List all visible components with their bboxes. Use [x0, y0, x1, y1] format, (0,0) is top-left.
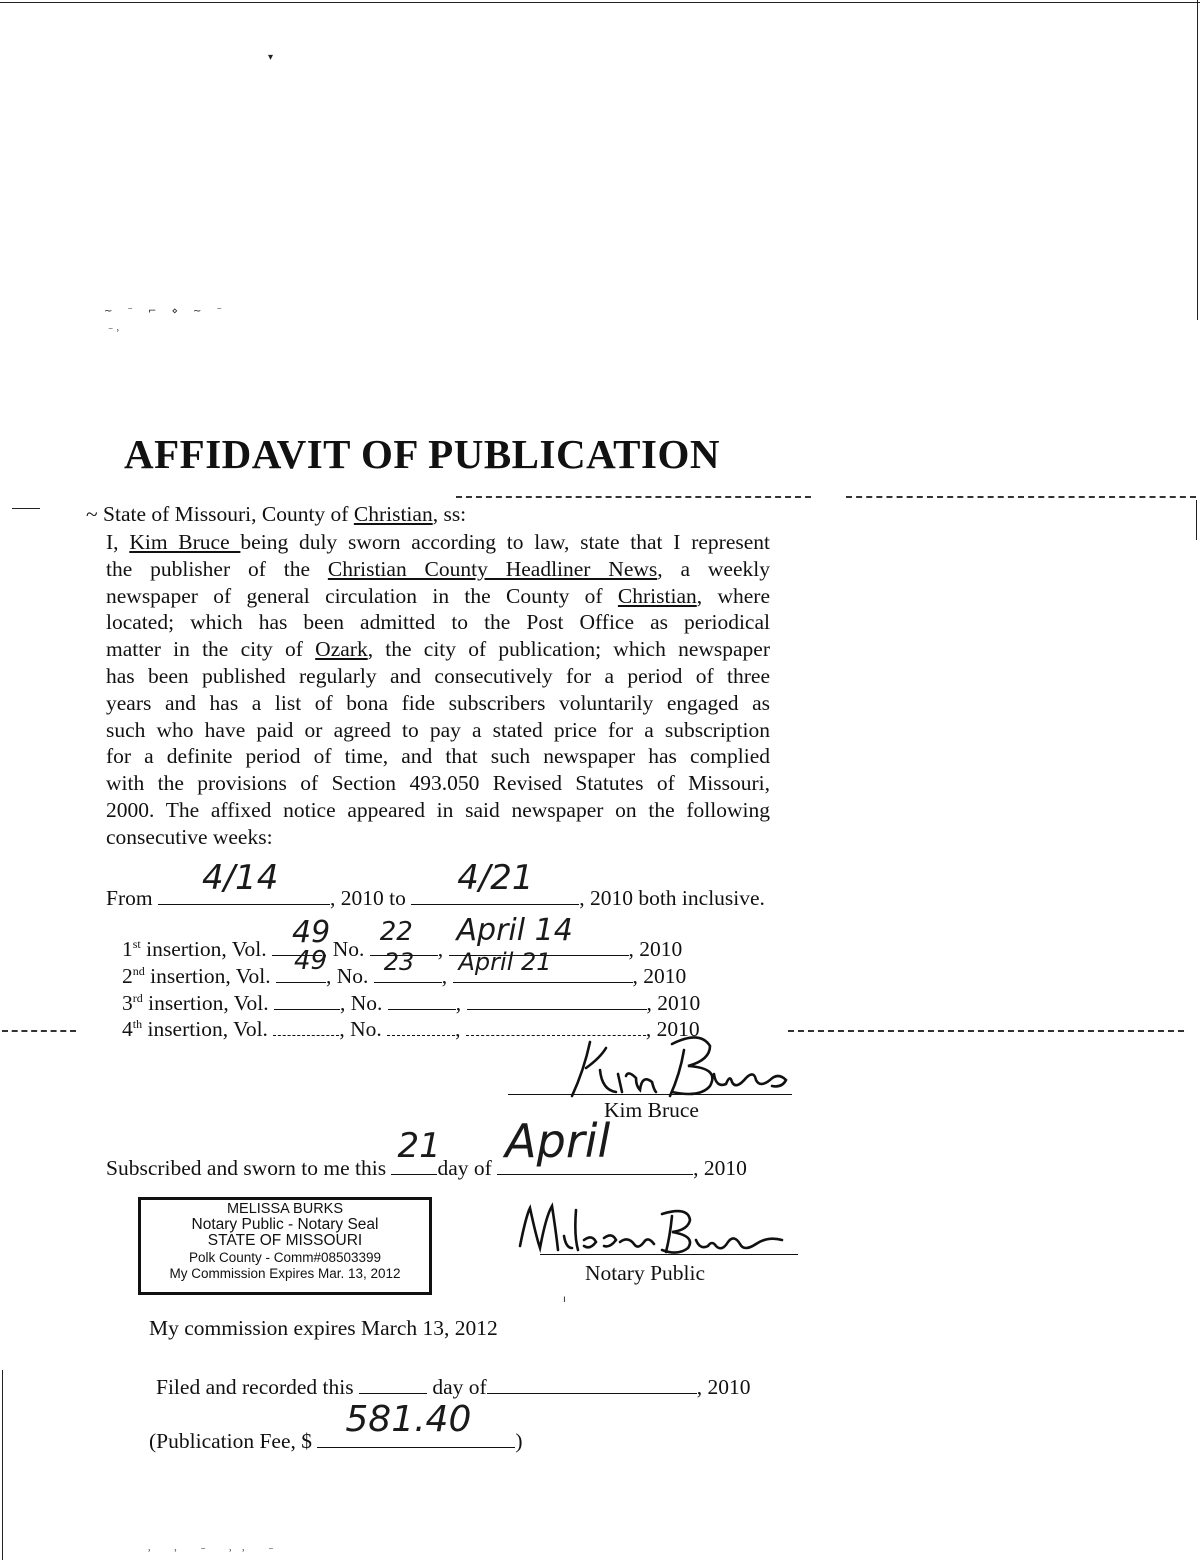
scan-dash-line — [1196, 500, 1197, 540]
city-name: Ozark — [315, 637, 368, 662]
stamp-line: Polk County - Comm#08503399 — [188, 1250, 382, 1265]
insertion-no-handwritten: 22 — [379, 917, 413, 947]
to-date-handwritten: 4/21 — [457, 858, 534, 898]
venue-suffix: , ss: — [432, 502, 467, 526]
from-label: From — [106, 886, 153, 910]
body-line: for a definite period of time, and that such newspaper has complied — [106, 744, 770, 769]
insertion-vol-field — [276, 946, 328, 983]
scan-dash-line — [456, 496, 811, 498]
notary-signature-image — [512, 1196, 792, 1260]
sworn-day-field — [391, 1126, 441, 1175]
fee-amount-handwritten: 581.40 — [345, 1399, 472, 1440]
body-line: 2000. The affixed notice appeared in said newspaper on the following — [106, 797, 770, 822]
insertion-date-field — [467, 991, 647, 1010]
scan-top-edge-line — [0, 2, 1200, 3]
fee-suffix: ) — [515, 1429, 523, 1453]
insertion-no-field — [388, 991, 456, 1010]
stamp-line: MELISSA BURKS — [226, 1201, 344, 1217]
sworn-day-handwritten: 21 — [397, 1126, 441, 1166]
affiant-name: Kim Bruce — [129, 530, 241, 554]
body-line: has been published regularly and consecutively for a period of three — [106, 663, 770, 688]
commission-expiry-line: My commission expires March 13, 2012 — [149, 1316, 498, 1340]
filed-recorded-line — [156, 1373, 750, 1400]
insertion-date-handwritten: April 14 — [456, 913, 573, 948]
insertion-row: 2nd insertion, Vol. 49 , No. 23 , April 21 , 2010 — [122, 946, 687, 988]
insertion-row: 1st insertion, Vol. 49 , No. 22 , April 14 , 2010 — [122, 913, 683, 961]
sworn-prefix: Subscribed and sworn to me this — [106, 1156, 387, 1180]
sworn-month-field — [497, 1114, 693, 1175]
from-date-handwritten: 4/14 — [201, 858, 279, 898]
scan-dash-line — [2, 1030, 76, 1032]
sworn-year: , 2010 — [693, 1156, 747, 1180]
scan-speck: ▾ — [268, 52, 274, 63]
insertion-no-handwritten: 23 — [383, 948, 415, 976]
filed-year: , 2010 — [696, 1375, 751, 1399]
insertion-date-field — [453, 948, 633, 983]
scan-right-edge-line — [1197, 0, 1198, 320]
from-line — [106, 858, 765, 911]
scan-dash-line — [846, 496, 1196, 498]
sworn-line — [106, 1114, 747, 1181]
scan-speck: ı — [563, 1294, 566, 1305]
insertion-vol-field — [274, 991, 340, 1010]
from-mid-label: , 2010 to — [329, 886, 406, 910]
scan-speck-row: ~ ⁻ ⌐ ⋄ ~ ⁻ — [104, 306, 228, 317]
insertion-row: 3rd insertion, Vol. , No. , , 2010 — [122, 990, 701, 1015]
affiant-signature-image — [560, 1030, 800, 1102]
insertion-vol-handwritten: 49 — [293, 946, 328, 976]
insertion-vol-field — [273, 1017, 339, 1036]
scan-speck-row: ˒ ˒ ⁻ ˒˒ ⁻ — [148, 1546, 284, 1557]
body-line: years and has a list of bona fide subscribers voluntarily engaged as — [106, 690, 770, 715]
notary-public-label: Notary Public — [585, 1261, 706, 1285]
document-title: AFFIDAVIT OF PUBLICATION — [124, 431, 720, 477]
insertion-vol-handwritten: 49 — [291, 915, 331, 950]
affidavit-body — [106, 529, 770, 851]
to-date-field — [411, 858, 579, 905]
notary-signature-line — [540, 1254, 798, 1255]
body-line: matter in the city of Ozark, the city of publication; which newspaper — [106, 637, 770, 662]
newspaper-name: Christian County Headliner News — [327, 556, 658, 581]
filed-prefix: Filed and recorded this — [156, 1375, 354, 1399]
sworn-day-of: day of — [437, 1156, 492, 1180]
venue-line — [86, 502, 466, 527]
venue-dash: ~ — [86, 502, 104, 526]
body-line: consecutive weeks: — [106, 824, 273, 849]
from-end-label: , 2010 both inclusive. — [579, 886, 765, 910]
stamp-line: STATE OF MISSOURI — [207, 1232, 363, 1249]
from-date-field — [158, 858, 330, 905]
affiant-signature-line — [508, 1094, 792, 1095]
stamp-line: My Commission Expires Mar. 13, 2012 — [169, 1266, 401, 1281]
body-line: newspaper of general circulation in the County of Christian, where — [106, 583, 770, 608]
venue-prefix: State of Missouri, County of — [103, 502, 354, 526]
body-line: such who have paid or agreed to pay a stated price for a subscription — [106, 717, 770, 742]
body-line: I, Kim Bruce being duly sworn according to law, state that I represent — [106, 530, 770, 554]
filed-month-field — [487, 1373, 697, 1394]
body-line: located; which has been admitted to the Post Office as periodical — [106, 610, 770, 635]
fee-prefix: (Publication Fee, $ — [149, 1429, 313, 1453]
insertion-no-field — [374, 948, 442, 983]
stamp-line: Notary Public - Notary Seal — [191, 1216, 379, 1233]
fee-amount-field — [317, 1399, 515, 1448]
affiant-printed-name: Kim Bruce — [604, 1098, 699, 1122]
publication-fee-line — [149, 1399, 523, 1454]
insertion-date-handwritten: April 21 — [458, 948, 552, 976]
insertion-no-field — [387, 1017, 455, 1036]
scan-left-edge-line — [2, 1370, 3, 1560]
body-line: the publisher of the Christian County Headliner News, a weekly — [106, 556, 770, 581]
filed-day-of: day of — [432, 1375, 487, 1399]
sworn-month-handwritten: April — [505, 1114, 611, 1168]
county-name: Christian — [617, 583, 697, 608]
insertion-row: 4th insertion, Vol. , No. , , 2010 — [122, 1016, 700, 1041]
notary-seal-stamp — [138, 1197, 432, 1295]
filed-day-field — [359, 1373, 427, 1394]
venue-county: Christian — [353, 502, 433, 526]
body-line: with the provisions of Section 493.050 Revised Statutes of Missouri, — [106, 771, 770, 796]
scan-dash-line — [788, 1030, 1184, 1032]
scan-speck-row: ⁻ ˒ — [108, 326, 120, 337]
scan-dash-line — [12, 508, 40, 509]
